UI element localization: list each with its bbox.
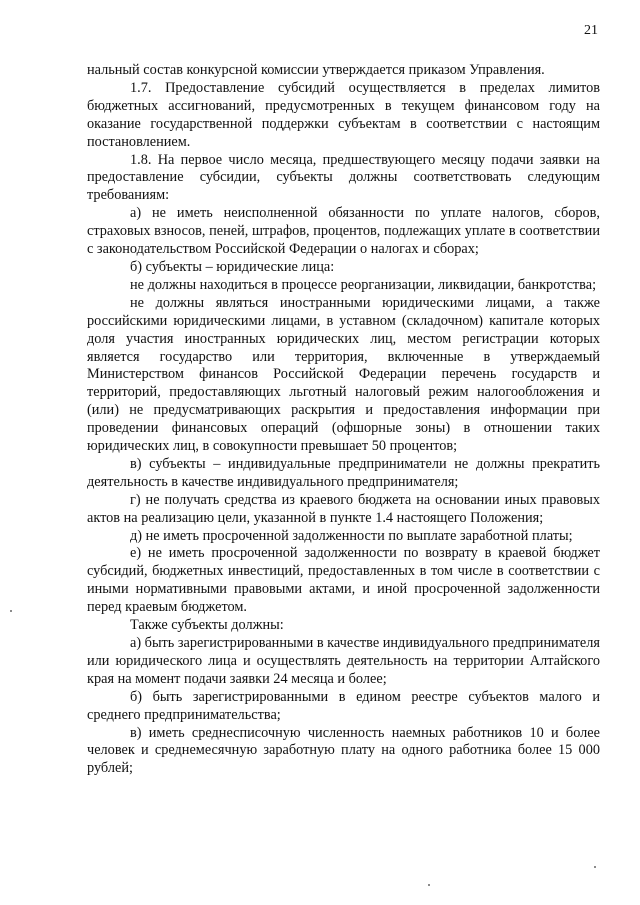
must-v-headcount: в) иметь среднесписочную численность наемных работников 10 и более человек и среднемесячную заработную плату на одного работника более 15 000 рублей;	[87, 724, 600, 777]
requirement-v-entrepreneurs: в) субъекты – индивидуальные предприниматели не должны прекратить деятельность в качестве индивидуального предпринимателя;	[87, 455, 600, 490]
requirement-b-legal-entities: б) субъекты – юридические лица:	[130, 258, 335, 275]
scan-speck	[428, 884, 430, 886]
requirement-g-no-other-funds: г) не получать средства из краевого бюджета на основании иных правовых актов на реализацию цели, указанной в пункте 1.4 настоящего Положения;	[87, 491, 600, 526]
requirement-b-no-reorganization: не должны находиться в процессе реорганизации, ликвидации, банкротства;	[130, 276, 597, 293]
must-b-registry: б) быть зарегистрированными в едином реестре субъектов малого и среднего предпринимательства;	[87, 688, 600, 723]
requirement-e-no-budget-debt: е) не иметь просроченной задолженности по возврату в краевой бюджет субсидий, бюджетных инвестиций, предоставленных в том числе в соответствии с иными нормативными правовыми актами, и иной просроченной задолженности перед краевым бюджетом.	[87, 545, 600, 616]
page-number: 21	[584, 23, 598, 38]
must-a-registered: а) быть зарегистрированными в качестве индивидуального предпринимателя или юридического лица и осуществлять деятельность на территории Алтайского края на момент подачи заявки 24 месяца и более;	[87, 635, 600, 687]
requirement-d-no-wage-arrears: д) не иметь просроченной задолженности по выплате заработной платы;	[130, 527, 573, 544]
requirement-b-no-foreign: не должны являться иностранными юридическими лицами, а также российскими юридическими лицами, в уставном (складочном) капитале которых доля участия иностранных юридических лиц, местом регистрации которых является государство или территория, включенные в утверждаемый Министерством финансов Российской Федерации перечень государств и территорий, предоставляющих льготный налоговый режим налогообложения и (или) не предусматривающих раскрытия и предоставления информации при проведении финансовых операций (офшорные зоны) в отношении таких юридических лиц, в совокупности превышает 50 процентов;	[87, 294, 600, 455]
scan-speck	[594, 866, 596, 868]
also-subjects-must: Также субъекты должны:	[130, 617, 284, 634]
paragraph-1-7: 1.7. Предоставление субсидий осуществляется в пределах лимитов бюджетных ассигнований, предусмотренных в текущем финансовом году на оказание государственной поддержки субъектам в соответствии с настоящим постановлением.	[87, 79, 600, 150]
scan-speck	[10, 610, 12, 612]
paragraph-commission-composition: нальный состав конкурсной комиссии утверждается приказом Управления.	[87, 62, 545, 78]
paragraph-1-8: 1.8. На первое число месяца, предшествующего месяцу подачи заявки на предоставление субсидии, субъекты должны соответствовать следующим требованиям:	[87, 151, 600, 204]
requirement-a-taxes: а) не иметь неисполненной обязанности по уплате налогов, сборов, страховых взносов, пеней, штрафов, процентов, подлежащих уплате в соответствии с законодательством Российской Федерации о налогах и сборах;	[87, 205, 600, 258]
document-body	[87, 62, 600, 778]
